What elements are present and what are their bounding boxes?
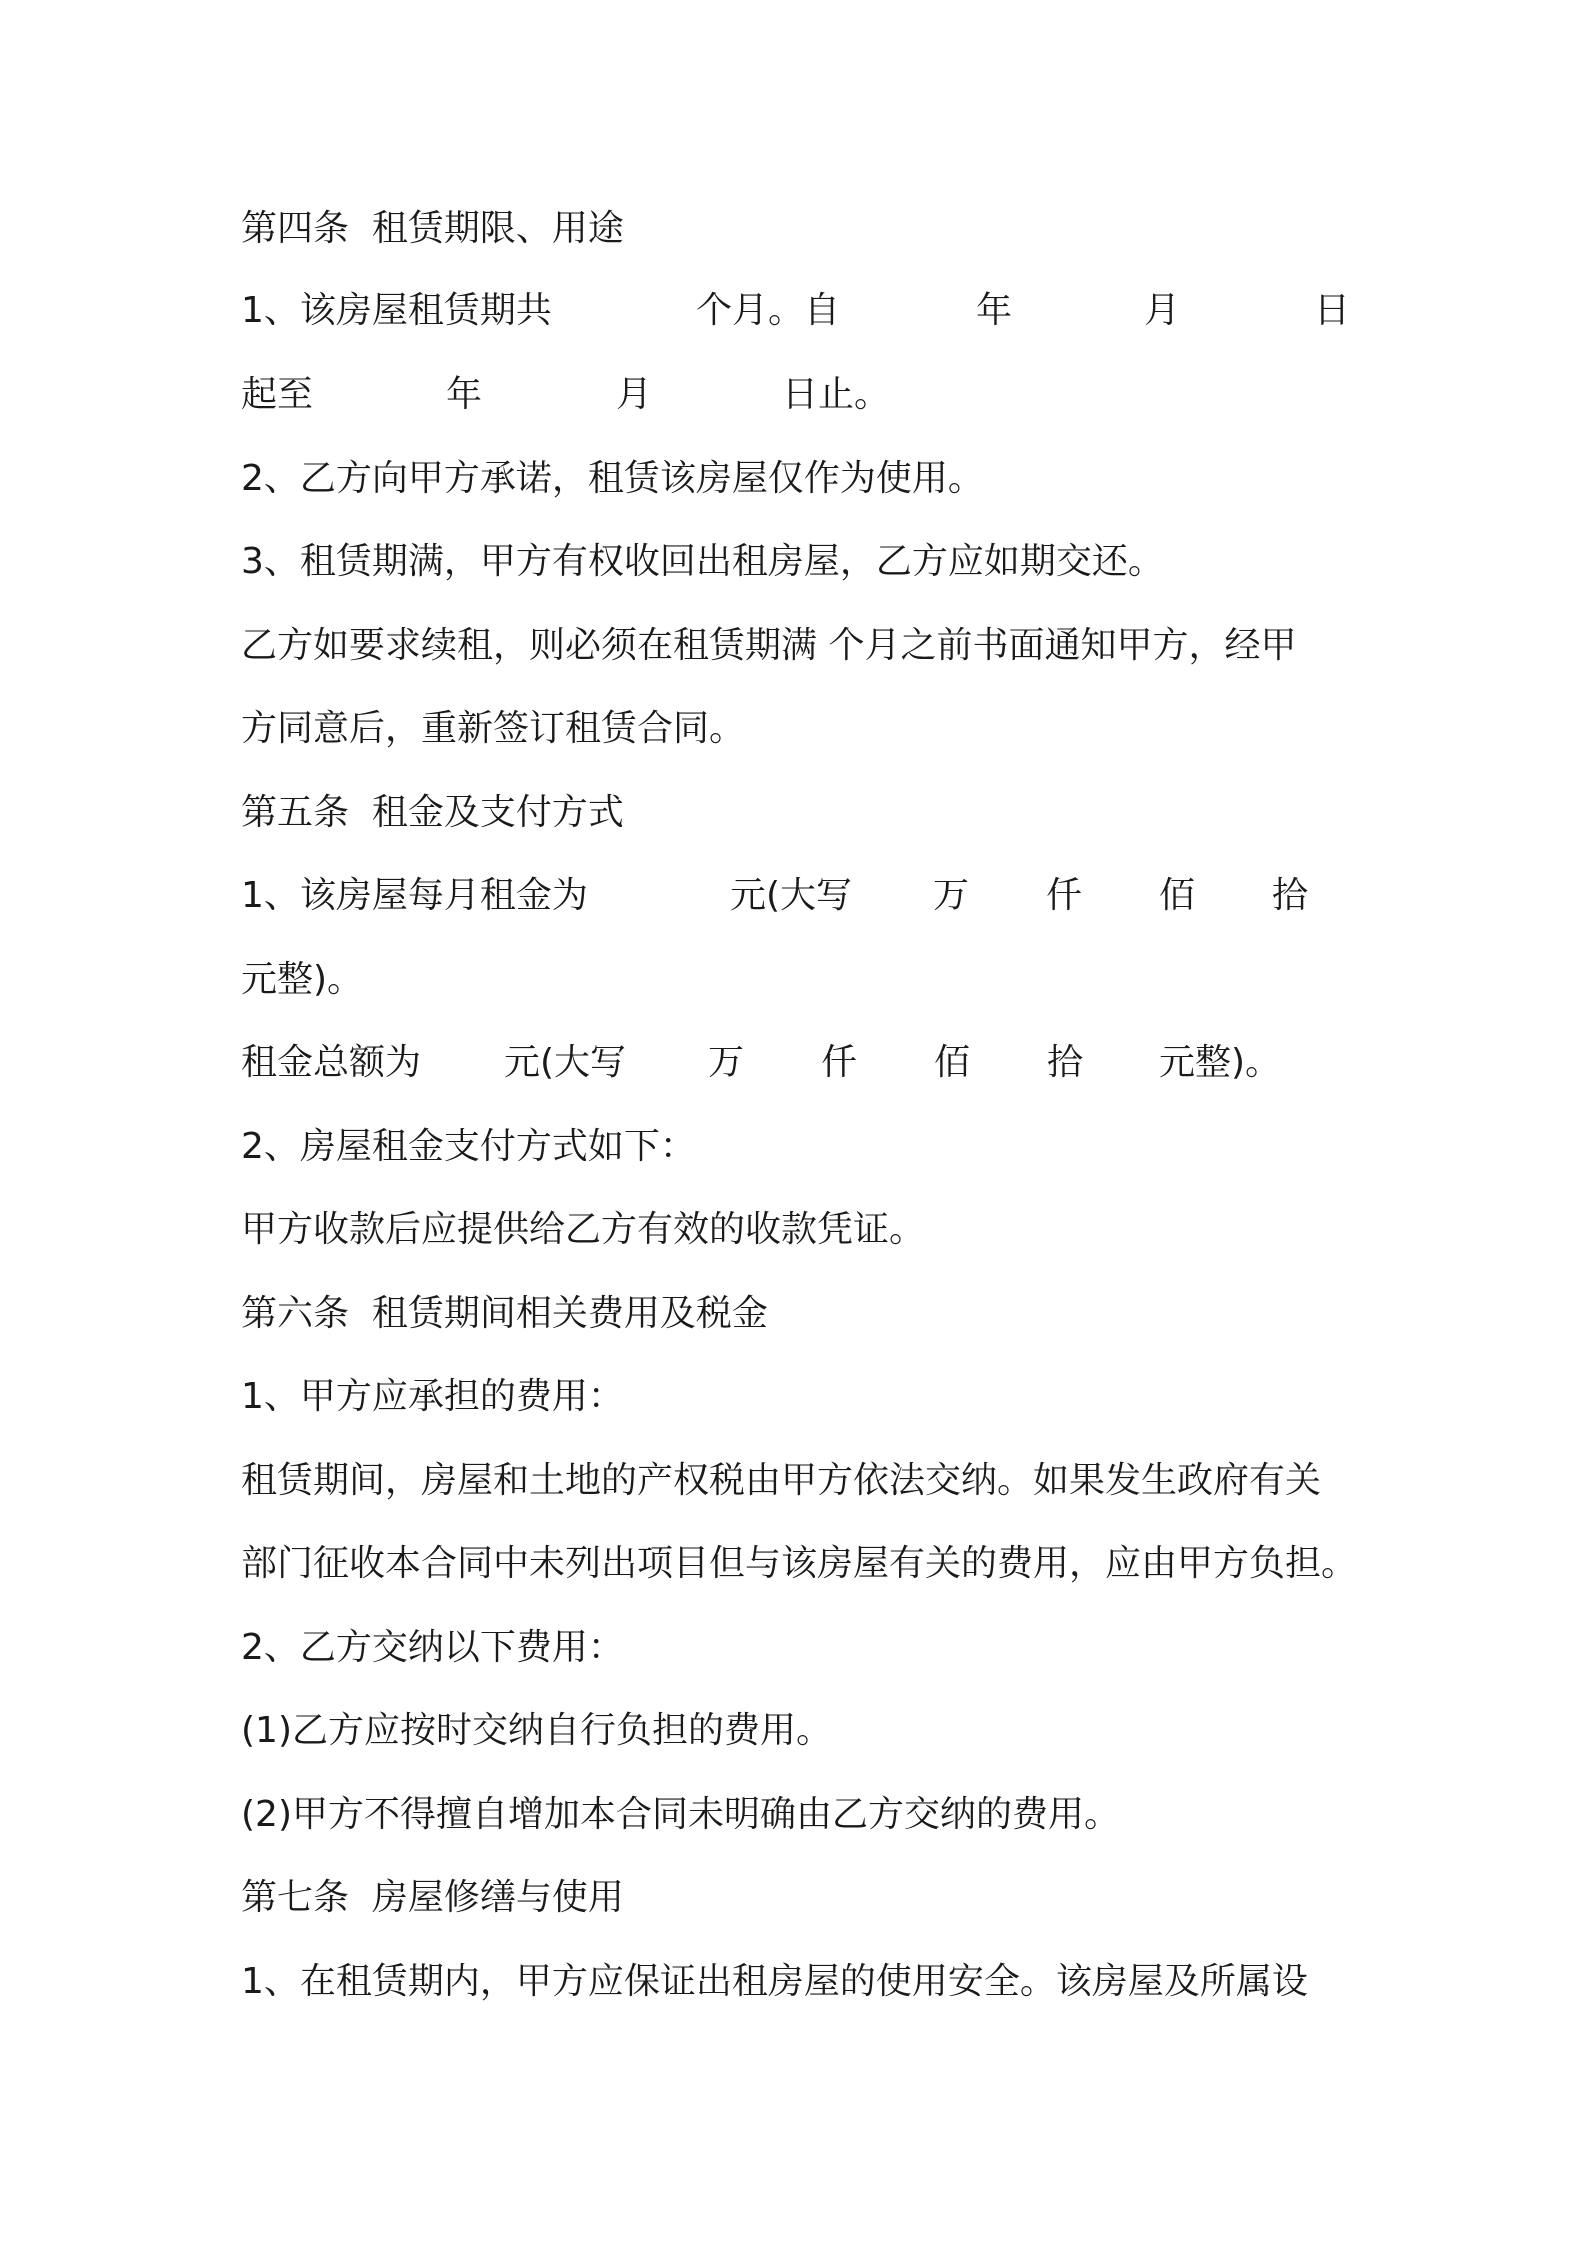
months-from-label: 个月。自 bbox=[696, 290, 841, 331]
yuan-capital-label: 元(大写 bbox=[730, 875, 853, 916]
article-6-clause-2-item-1: (1)乙方应按时交纳自行负担的费用。 bbox=[241, 1710, 832, 1751]
total-yuan-end-label: 元整)。 bbox=[1159, 1042, 1282, 1083]
article-6-clause-1-line-2: 部门征收本合同中未列出项目但与该房屋有关的费用，应由甲方负担。 bbox=[241, 1543, 1358, 1584]
total-rent-label: 租金总额为 bbox=[241, 1042, 422, 1083]
lease-term-label: 1、该房屋租赁期共 bbox=[241, 290, 552, 331]
article-6-clause-2: 2、乙方交纳以下费用： bbox=[241, 1627, 624, 1668]
total-wan-label: 万 bbox=[708, 1042, 745, 1083]
bai-label: 佰 bbox=[1159, 875, 1196, 916]
start-year-label: 年 bbox=[976, 290, 1013, 331]
article-5-heading: 第五条 租金及支付方式 bbox=[241, 792, 624, 833]
article-5-clause-1-line-2: 元整)。 bbox=[241, 959, 364, 1000]
article-7-clause-1: 1、在租赁期内，甲方应保证出租房屋的使用安全。该房屋及所属设 bbox=[241, 1961, 1308, 2002]
article-4-clause-3: 3、租赁期满，甲方有权收回出租房屋，乙方应如期交还。 bbox=[241, 541, 1164, 582]
total-shi-label: 拾 bbox=[1047, 1042, 1084, 1083]
article-7-heading: 第七条 房屋修缮与使用 bbox=[241, 1877, 624, 1918]
article-5-receipt: 甲方收款后应提供给乙方有效的收款凭证。 bbox=[241, 1209, 926, 1250]
end-month-label: 月 bbox=[616, 374, 653, 415]
article-4-heading: 第四条 租赁期限、用途 bbox=[241, 208, 624, 249]
shi-label: 拾 bbox=[1272, 875, 1309, 916]
total-rent-line bbox=[241, 1038, 1351, 1088]
wan-label: 万 bbox=[933, 875, 970, 916]
article-5-clause-2: 2、房屋租金支付方式如下： bbox=[241, 1126, 696, 1167]
start-month-label: 月 bbox=[1144, 290, 1181, 331]
article-6-heading: 第六条 租赁期间相关费用及税金 bbox=[241, 1293, 768, 1334]
total-qian-label: 仟 bbox=[821, 1042, 858, 1083]
article-6-clause-2-item-2: (2)甲方不得擅自增加本合同未明确由乙方交纳的费用。 bbox=[241, 1794, 1120, 1835]
article-4-renewal-line-1: 乙方如要求续租，则必须在租赁期满 个月之前书面通知甲方，经甲 bbox=[241, 625, 1297, 666]
start-day-label: 日 bbox=[1314, 290, 1351, 331]
total-yuan-capital-label: 元(大写 bbox=[504, 1042, 627, 1083]
monthly-rent-label: 1、该房屋每月租金为 bbox=[241, 875, 588, 916]
article-4-clause-2: 2、乙方向甲方承诺，租赁该房屋仅作为使用。 bbox=[241, 458, 984, 499]
article-4-clause-1-line-1 bbox=[241, 286, 1351, 336]
until-label: 起至 bbox=[241, 374, 314, 415]
end-year-label: 年 bbox=[446, 374, 483, 415]
article-5-clause-1-line-1 bbox=[241, 871, 1351, 921]
end-day-label: 日止。 bbox=[782, 374, 891, 415]
article-4-renewal-line-2: 方同意后，重新签订租赁合同。 bbox=[241, 708, 746, 749]
qian-label: 仟 bbox=[1046, 875, 1083, 916]
total-bai-label: 佰 bbox=[934, 1042, 971, 1083]
article-4-clause-1-line-2 bbox=[241, 370, 941, 420]
article-6-clause-1: 1、甲方应承担的费用： bbox=[241, 1376, 624, 1417]
article-6-clause-1-line-1: 租赁期间，房屋和土地的产权税由甲方依法交纳。如果发生政府有关 bbox=[241, 1460, 1322, 1501]
